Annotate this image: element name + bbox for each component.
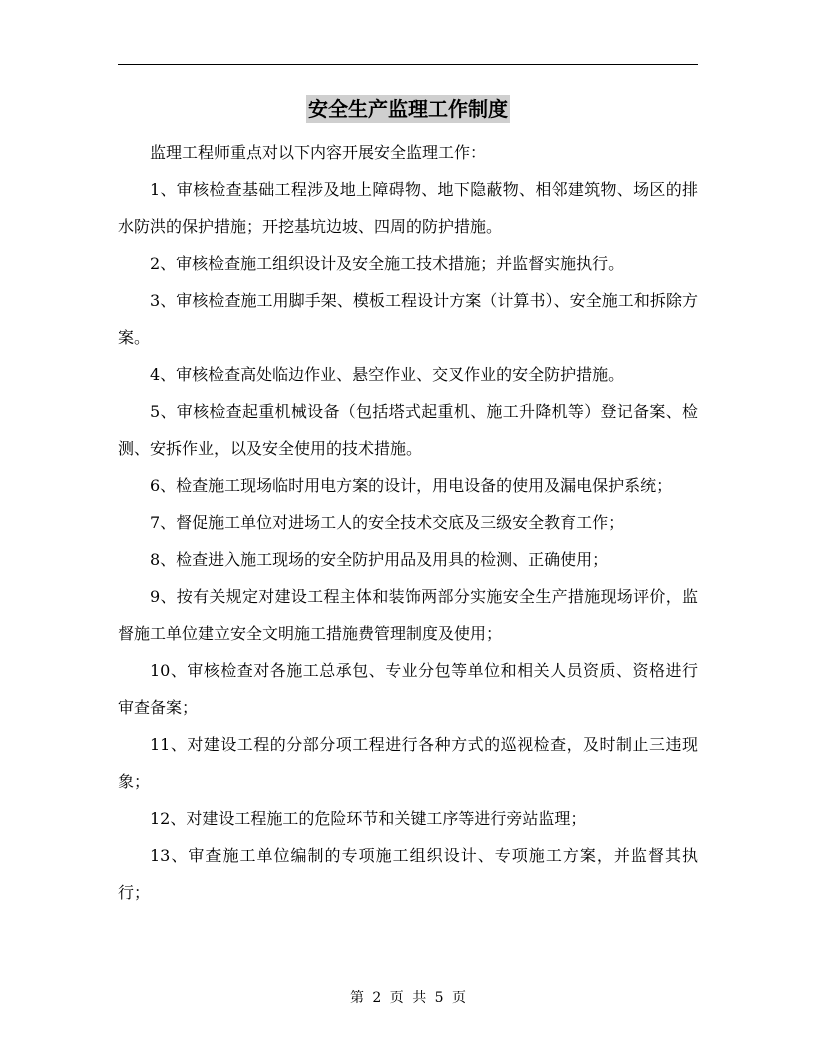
list-item: 6、检查施工现场临时用电方案的设计，用电设备的使用及漏电保护系统； bbox=[150, 476, 673, 495]
list-item: 10、审核检查对各施工总承包、专业分包等单位和相关人员资质、资格进行审查备案； bbox=[118, 661, 698, 717]
list-item: 8、检查进入施工现场的安全防护用品及用具的检测、正确使用； bbox=[150, 550, 609, 569]
header-rule bbox=[118, 64, 698, 65]
list-item: 13、审查施工单位编制的专项施工组织设计、专项施工方案，并监督其执行； bbox=[118, 846, 698, 902]
list-item: 5、审核检查起重机械设备（包括塔式起重机、施工升降机等）登记备案、检测、安拆作业，以及安全使用的技术措施。 bbox=[118, 402, 698, 458]
list-item: 7、督促施工单位对进场工人的安全技术交底及三级安全教育工作； bbox=[150, 513, 625, 532]
list-item: 11、对建设工程的分部分项工程进行各种方式的巡视检查，及时制止三违现象； bbox=[118, 735, 698, 791]
intro-paragraph: 监理工程师重点对以下内容开展安全监理工作： bbox=[150, 143, 487, 162]
list-item: 1、审核检查基础工程涉及地上障碍物、地下隐蔽物、相邻建筑物、场区的排水防洪的保护措施；开挖基坑边坡、四周的防护措施。 bbox=[118, 180, 698, 236]
document-title: 安全生产监理工作制度 bbox=[308, 97, 508, 121]
page-number-footer: 第 2 页 共 5 页 bbox=[349, 990, 467, 1006]
list-item: 3、审核检查施工用脚手架、模板工程设计方案（计算书）、安全施工和拆除方案。 bbox=[118, 291, 698, 347]
title-container bbox=[0, 95, 816, 123]
list-item: 4、审核检查高处临边作业、悬空作业、交叉作业的安全防护措施。 bbox=[150, 365, 625, 384]
list-item: 2、审核检查施工组织设计及安全施工技术措施；并监督实施执行。 bbox=[150, 254, 625, 273]
list-item: 9、按有关规定对建设工程主体和装饰两部分实施安全生产措施现场评价，监督施工单位建立安全文明施工措施费管理制度及使用； bbox=[118, 587, 698, 643]
list-item: 12、对建设工程施工的危险环节和关键工序等进行旁站监理； bbox=[150, 809, 587, 828]
document-body bbox=[118, 134, 698, 911]
